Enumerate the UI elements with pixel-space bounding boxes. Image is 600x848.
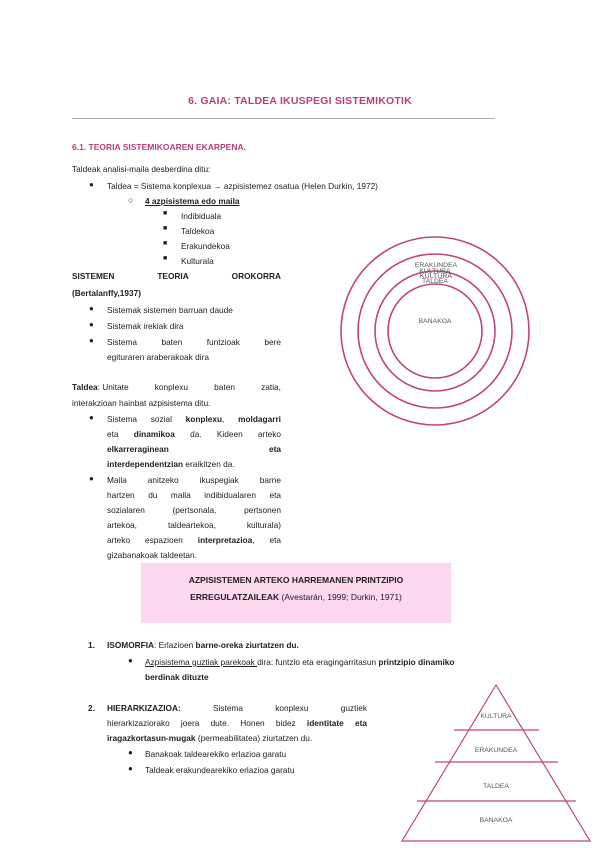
circle-label-taldea: TALDEA — [422, 278, 448, 285]
sozial-line4: interdependentzian eraikitzen da. — [107, 459, 235, 469]
circle-bullet-icon: ○ — [128, 195, 134, 205]
sozial-line1: Sistema sozial konplexu, moldagarri — [107, 414, 281, 424]
pyramid-label-kultura: KULTURA — [480, 713, 512, 720]
bullet-icon: ● — [128, 748, 133, 757]
maila-line: hartzen du maila indibidualaren eta — [107, 490, 281, 500]
principle-2-number: 2. — [88, 703, 95, 713]
bullet-icon: ● — [128, 764, 133, 773]
word: Sistema — [107, 337, 137, 347]
square-bullet-icon: ■ — [163, 210, 168, 217]
heading-word: TEORIA — [157, 271, 189, 281]
box-line1: AZPISISTEMEN ARTEKO HARREMANEN PRINTZIPIO — [188, 575, 404, 585]
intro-text: Taldeak analisi-maila desberdina ditu: — [72, 164, 211, 174]
ring-banakoa — [388, 284, 482, 378]
principle-2-item: Banakoak taldearekiko erlazioa garatu — [145, 749, 287, 759]
box-line2: ERREGULATZAILEAK (Avestarán, 1999; Durkin, 1971) — [190, 592, 402, 602]
principle-1-sub-line2: berdinak dituzte — [145, 672, 209, 682]
word: funtzioak — [206, 337, 240, 347]
page-title: 6. GAIA: TALDEA IKUSPEGI SISTEMIKOTIK — [188, 95, 412, 107]
maila-line: gizabanakoak taldeetan. — [107, 550, 197, 560]
maila-line: artekoa, taldeartekoa, kulturala) — [107, 520, 281, 530]
sozial-line2: eta dinamikoa da. Kideen arteko — [107, 429, 281, 439]
principle-2-item: Taldeak erakundearekiko erlazioa garatu — [145, 765, 295, 775]
word: bere — [264, 337, 281, 347]
pyramid-label-banakoa: BANAKOA — [479, 817, 513, 824]
word: baten — [214, 382, 235, 392]
bullet-taldea-sistema: Taldea = Sistema konplexua → azpisistemez osatua (Helen Durkin, 1972) — [107, 181, 378, 191]
sistemen-item: Sistemak sistemen barruan daude — [107, 305, 233, 315]
principle-1-sub: Azpisistema guztiak parekoak dira: funtzio eta eragingarritasun printzipio dinamiko — [145, 657, 455, 667]
principle-1-text: ISOMORFIA: Erlazioen barne-oreka ziurtatzen du. — [107, 640, 299, 650]
circle-label-erakundea: ERAKUNDEA — [414, 262, 458, 269]
pyramid-label-taldea: TALDEA — [483, 783, 509, 790]
principle-2-line1 — [107, 701, 367, 716]
taldea-label: Taldea — [72, 382, 98, 392]
bullet-icon: ● — [89, 474, 94, 483]
principle-2-head: HIERARKIZAZIOA: — [107, 703, 181, 713]
word: baten — [161, 337, 183, 347]
subsystem-heading: 4 azpisistema edo maila — [145, 196, 240, 206]
sozial-line3: elkarreraginean eta — [107, 444, 281, 454]
word: konplexu — [154, 382, 188, 392]
pyramid-label-erakundea: ERAKUNDEA — [474, 747, 518, 754]
square-bullet-icon: ■ — [163, 225, 168, 232]
circle-label-kultura: KULTURA — [419, 273, 453, 280]
word: guztiek — [340, 703, 367, 713]
heading-word: OROKORRA — [231, 271, 281, 281]
title-divider — [72, 118, 495, 119]
bullet-icon: ● — [89, 180, 94, 189]
word: : Unitate — [97, 382, 129, 392]
square-bullet-icon: ■ — [163, 255, 168, 262]
sistemen-citation: (Bertalanffy,1937) — [72, 288, 142, 298]
bullet-icon: ● — [89, 336, 94, 345]
sistemen-item-3-line2: egituraren araberakoak dira — [107, 352, 209, 362]
circle-label-banakoa: BANAKOA — [418, 318, 452, 325]
taldea-line1 — [72, 380, 281, 395]
maila-line: sozialaren (pertsonala, pertsonen — [107, 505, 281, 515]
sistemen-heading — [72, 269, 281, 284]
section-title: 6.1. TEORIA SISTEMIKOAREN EKARPENA. — [72, 142, 246, 152]
principle-1-number: 1. — [88, 640, 95, 650]
bullet-icon: ● — [128, 656, 133, 665]
bullet-icon: ● — [89, 320, 94, 329]
level-item: Kulturala — [181, 256, 214, 266]
heading-word: SISTEMEN — [72, 271, 115, 281]
maila-line: arteko espazioen interpretazioa, eta — [107, 535, 281, 545]
level-item: Erakundekoa — [181, 241, 230, 251]
level-item: Indibiduala — [181, 211, 222, 221]
square-bullet-icon: ■ — [163, 240, 168, 247]
sistemen-item: Sistemak irekiak dira — [107, 321, 184, 331]
principles-box-text — [141, 572, 451, 606]
word: zatia, — [261, 382, 281, 392]
sistemen-item-3-line1 — [107, 335, 281, 350]
word: konplexu — [275, 703, 309, 713]
level-item: Taldekoa — [181, 226, 215, 236]
word: Sistema — [213, 703, 243, 713]
bullet-icon: ● — [89, 413, 94, 422]
principle-2-line3: iragazkortasun-mugak (permeabilitatea) ziurtatzen du. — [107, 733, 313, 743]
bullet-icon: ● — [89, 304, 94, 313]
ring-taldea — [375, 271, 495, 391]
circle-label-kultura: KULTURA — [419, 268, 451, 275]
principle-2-line2: hierarkizaziorako joera dute. Honen bidez identitate eta — [107, 718, 367, 728]
taldea-line2: interakzioan hainbat azpisistema ditu. — [72, 398, 211, 408]
maila-line: Maila anitzeko ikuspegiak barne — [107, 475, 281, 485]
